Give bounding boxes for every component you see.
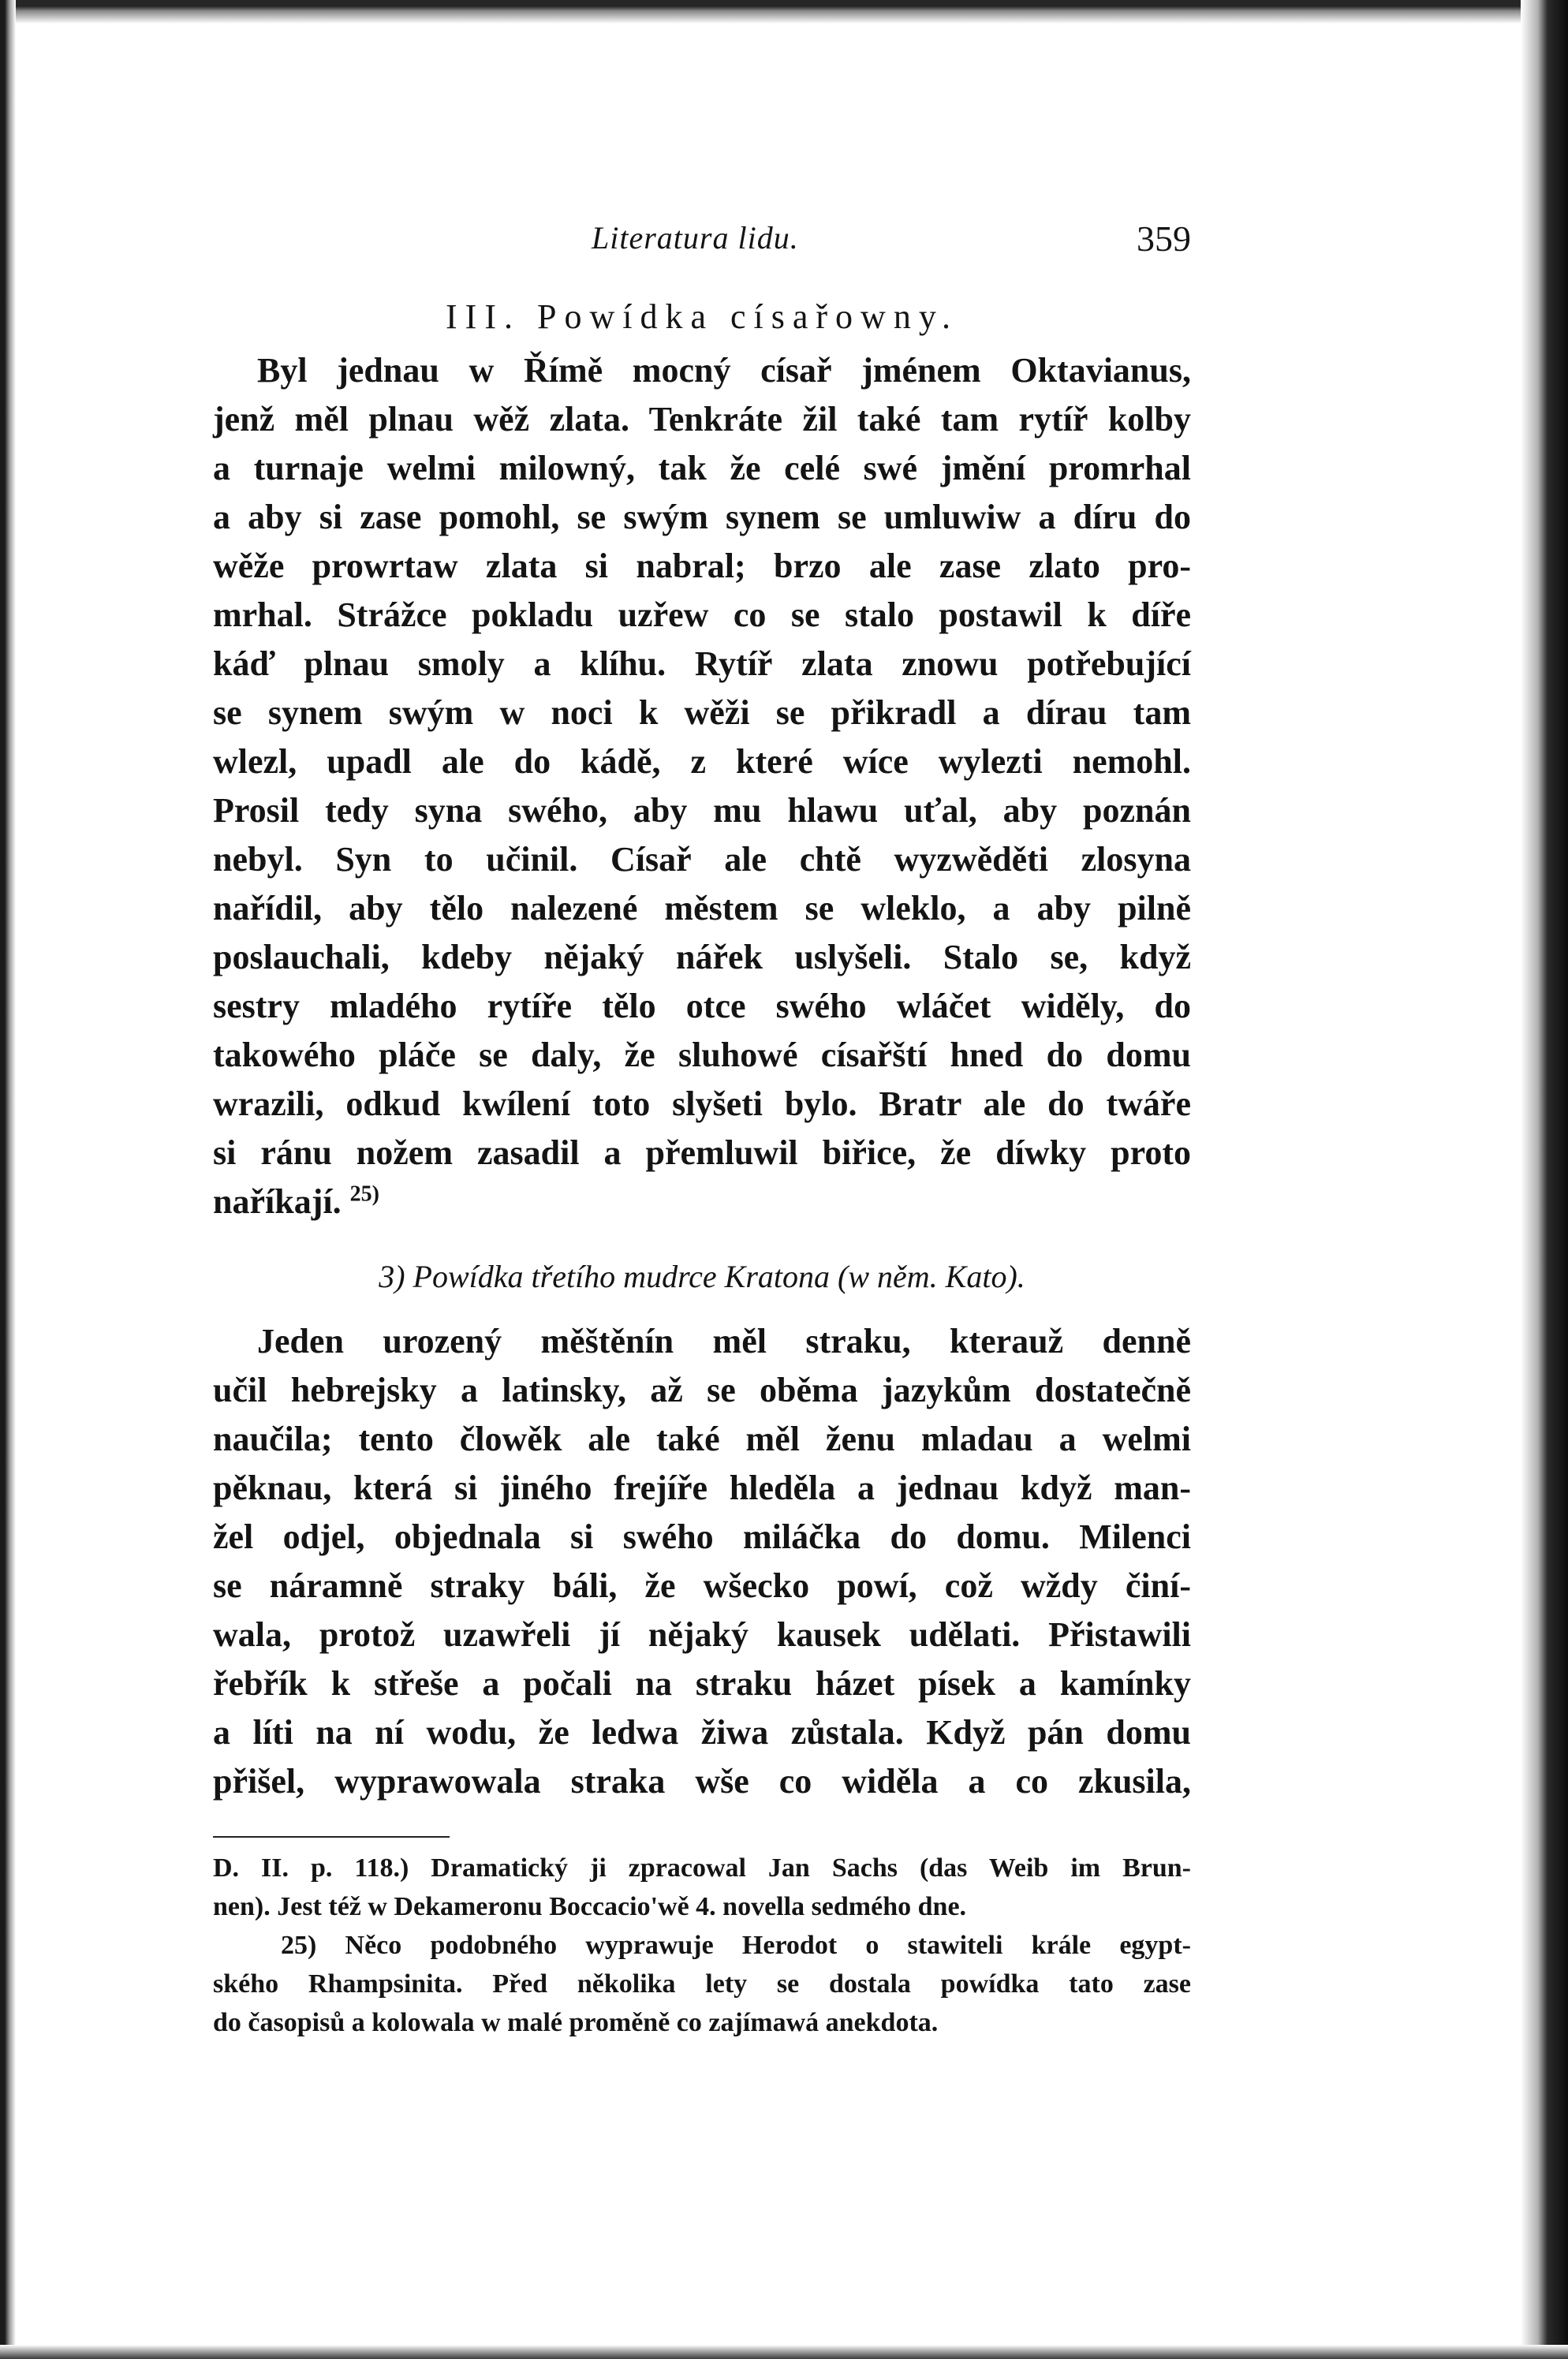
text-line: káď plnau smoly a klíhu. Rytíř zlata znowu potřebující: [213, 644, 1191, 683]
footnote-25-line: 25) Něco podobného wyprawuje Herodot o stawiteli krále egypt-: [281, 1931, 1191, 1960]
running-title: Literatura lidu.: [592, 220, 799, 256]
footnotes: [213, 1849, 1191, 2042]
footnote-25-line: do časopisů a kolowala w malé proměně co zajímawá anekdota.: [213, 2008, 939, 2037]
text-line: jenž měl plnau wěž zlata. Tenkráte žil také tam rytíř kolby: [213, 400, 1191, 439]
text-line: si ránu nožem zasadil a přemluwil biřice, že díwky proto: [213, 1133, 1191, 1172]
text-line: přišel, wyprawowala straka wše co widěla a co zkusila,: [213, 1762, 1191, 1801]
book-page: [213, 197, 1191, 2074]
text-line: Byl jednau w Římě mocný císař jménem Oktavianus,: [257, 351, 1191, 390]
text-line: Prosil tedy syna swého, aby mu hlawu uťal, aby poznán: [213, 791, 1191, 830]
scan-edge-bottom: [0, 2345, 1568, 2359]
text-fragment: naříkají.: [213, 1182, 342, 1221]
footnote-line: D. II. p. 118.) Dramatický ji zpracowal Jan Sachs (das Weib im Brun-: [213, 1853, 1191, 1883]
text-line: pěknau, která si jiného frejíře hleděla a jednau když man-: [213, 1469, 1191, 1507]
text-line: wlezl, upadl ale do kádě, z které wíce wylezti nemohl.: [213, 742, 1191, 781]
footnote-25-line: ského Rhampsinita. Před několika lety se dostala powídka tato zase: [213, 1969, 1191, 1999]
text-line: se synem swým w noci k wěži se přikradl a dírau tam: [213, 693, 1191, 732]
text-line: mrhal. Strážce pokladu uzřew co se stalo postawil k díře: [213, 595, 1191, 634]
text-line: naučila; tento člowěk ale také měl ženu mladau a welmi: [213, 1420, 1191, 1458]
page-number: 359: [1137, 218, 1191, 259]
scan-edge-top: [0, 0, 1568, 24]
text-line: řebřík k střeše a počali na straku házet písek a kamínky: [213, 1664, 1191, 1703]
text-line: [213, 1178, 1191, 1226]
text-line: wěže prowrtaw zlata si nabral; brzo ale zase zlato pro-: [213, 547, 1191, 585]
running-head: [213, 197, 1191, 259]
paragraph-1: [213, 346, 1191, 1226]
text-line: učil hebrejsky a latinsky, až se oběma jazykům dostatečně: [213, 1371, 1191, 1409]
footnote-ref-25[interactable]: 25): [349, 1181, 379, 1207]
text-line: a aby si zase pomohl, se swým synem se umluwiw a díru do: [213, 498, 1191, 536]
paragraph-2: [213, 1317, 1191, 1806]
text-line: poslauchali, kdeby nějaký nářek uslyšeli. Stalo se, když: [213, 938, 1191, 976]
text-line: žel odjel, objednala si swého miláčka do domu. Milenci: [213, 1517, 1191, 1556]
text-line: nebyl. Syn to učinil. Císař ale chtě wyzwěděti zlosyna: [213, 840, 1191, 879]
footnote-divider: [213, 1836, 450, 1838]
text-line: a líti na ní wodu, že ledwa žiwa zůstala. Když pán domu: [213, 1713, 1191, 1752]
text-line: takowého pláče se daly, že sluhowé císařští hned do domu: [213, 1036, 1191, 1074]
section-title: III. Powídka císařowny.: [446, 297, 958, 336]
text-line: nařídil, aby tělo nalezené městem se wleklo, a aby pilně: [213, 889, 1191, 928]
text-line: wala, protož uzawřeli jí nějaký kausek udělati. Přistawili: [213, 1615, 1191, 1654]
text-line: se náramně straky báli, že wšecko powí, což wždy činí-: [213, 1566, 1191, 1605]
text-line: wrazili, odkud kwílení toto slyšeti bylo. Bratr ale do twáře: [213, 1084, 1191, 1123]
subheading: 3) Powídka třetího mudrce Kratona (w něm. Kato).: [379, 1259, 1025, 1294]
scan-edge-right: [1521, 0, 1568, 2359]
text-line: a turnaje welmi milowný, tak že celé swé jmění promrhal: [213, 449, 1191, 487]
text-line: sestry mladého rytíře tělo otce swého wláčet widěly, do: [213, 987, 1191, 1025]
footnote-line: nen). Jest též w Dekameronu Boccacio'wě 4. novella sedmého dne.: [213, 1892, 967, 1921]
text-line: Jeden urozený měštěnín měl straku, kterauž denně: [257, 1322, 1191, 1361]
scan-edge-left: [0, 0, 16, 2359]
